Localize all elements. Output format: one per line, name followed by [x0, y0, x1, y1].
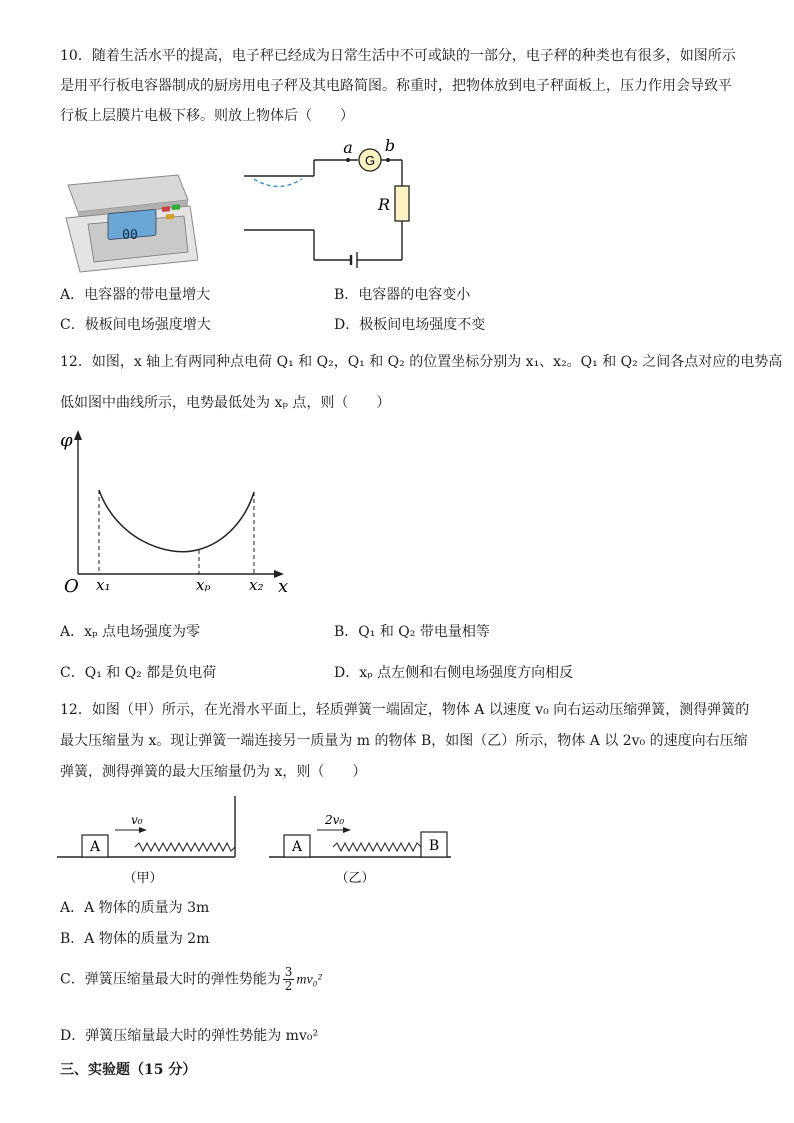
- galvanometer-label: G: [364, 153, 376, 168]
- spring-block-diagrams: [55, 794, 455, 886]
- q12b-stem-line-3: 弹簧，测得弹簧的最大压缩量仍为 x，则（ ）: [60, 764, 367, 780]
- q12a-option-d[interactable]: D．xₚ 点左侧和右侧电场强度方向相反: [334, 665, 574, 681]
- q10-stem-line-1: 10．随着生活水平的提高，电子秤已经成为日常生活中不可或缺的一部分，电子秤的种类也有很多，如图所示: [60, 48, 736, 64]
- q10-stem-line-3: 行板上层膜片电极下移。则放上物体后（ ）: [60, 108, 354, 124]
- q10-stem-line-2: 是用平行板电容器制成的厨房用电子秤及其电路简图。称重时，把物体放到电子秤面板上，压力作用会导致平: [60, 78, 732, 94]
- node-b-label: b: [384, 138, 396, 155]
- fraction-numerator: 3: [284, 965, 293, 979]
- origin-label: O: [64, 576, 79, 597]
- x-axis-label: x: [278, 576, 289, 597]
- caption-jia: （甲）: [123, 871, 163, 886]
- phi-axis-label: φ: [60, 430, 73, 451]
- q12b-option-d[interactable]: D．弹簧压缩量最大时的弹性势能为 mv₀²: [60, 1028, 319, 1044]
- q10-option-d[interactable]: D．极板间电场强度不变: [334, 317, 486, 333]
- velocity-2v0-label: 2v₀: [325, 813, 345, 827]
- electronic-scale-image: [58, 160, 198, 275]
- q10-option-b[interactable]: B．电容器的电容变小: [334, 287, 471, 303]
- block-a-yi: A: [291, 839, 303, 855]
- q12a-stem-line-1: 12．如图，x 轴上有两同种点电荷 Q₁ 和 Q₂，Q₁ 和 Q₂ 的位置坐标分别为 x₁、x₂。Q₁ 和 Q₂ 之间各点对应的电势高: [60, 354, 783, 370]
- potential-graph: [56, 428, 296, 600]
- section-heading: 三、实验题（15 分）: [60, 1062, 197, 1078]
- q12b-stem-line-2: 最大压缩量为 x。现让弹簧一端连接另一质量为 m 的物体 B，如图（乙）所示，物体 A 以 2v₀ 的速度向右压缩: [60, 733, 748, 749]
- q12b-stem-line-1: 12．如图（甲）所示，在光滑水平面上，轻质弹簧一端固定，物体 A 以速度 v₀ 向右运动压缩弹簧，测得弹簧的: [60, 702, 750, 718]
- q12b-option-c[interactable]: [60, 966, 322, 993]
- q12a-option-c[interactable]: C．Q₁ 和 Q₂ 都是负电荷: [60, 665, 217, 681]
- x1-tick-label: x₁: [96, 576, 111, 594]
- q12b-option-c-formula: mv₀²: [296, 972, 322, 988]
- q12b-option-c-text: C．弹簧压缩量最大时的弹性势能为: [60, 971, 281, 988]
- fraction-three-halves: [283, 966, 295, 993]
- fraction-denominator: 2: [284, 979, 293, 993]
- q10-option-a[interactable]: A．电容器的带电量增大: [60, 287, 211, 303]
- x2-tick-label: x₂: [249, 576, 264, 594]
- resistor-label: R: [377, 195, 391, 214]
- capacitor-circuit-diagram: [240, 138, 420, 273]
- q12a-option-a[interactable]: A．xₚ 点电场强度为零: [60, 624, 201, 640]
- scale-display: 00: [122, 228, 138, 243]
- velocity-v0-label: v₀: [131, 813, 143, 827]
- block-a-jia: A: [89, 839, 101, 855]
- block-b-yi: B: [428, 838, 440, 854]
- q10-option-c[interactable]: C．极板间电场强度增大: [60, 317, 211, 333]
- caption-yi: （乙）: [335, 871, 375, 886]
- node-a-label: a: [343, 138, 353, 157]
- xp-tick-label: xₚ: [196, 576, 211, 594]
- q12b-option-b[interactable]: B．A 物体的质量为 2m: [60, 931, 210, 947]
- q12b-option-a[interactable]: A．A 物体的质量为 3m: [60, 900, 210, 916]
- q12a-stem-line-2: 低如图中曲线所示，电势最低处为 xₚ 点，则（ ）: [60, 395, 391, 411]
- q12a-option-b[interactable]: B．Q₁ 和 Q₂ 带电量相等: [334, 624, 490, 640]
